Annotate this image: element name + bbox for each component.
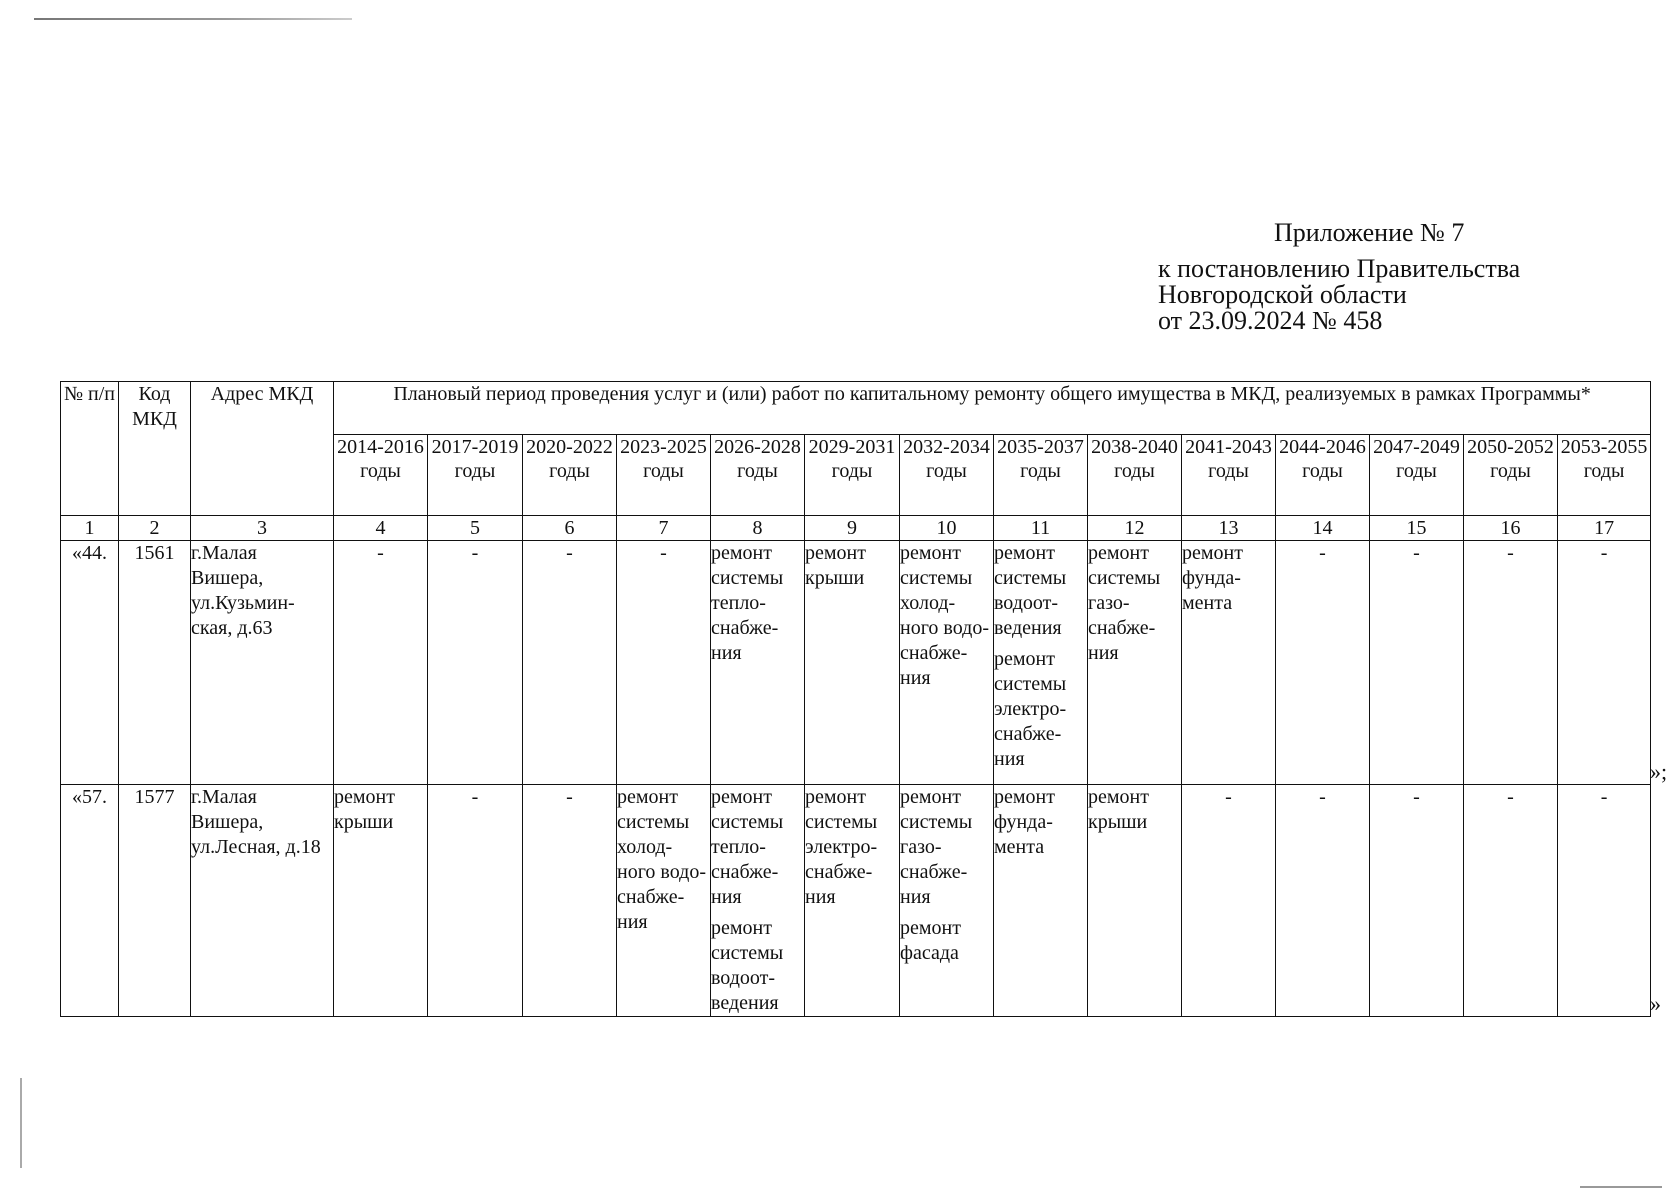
work-item: ремонт системы газо-снабже-ния xyxy=(900,786,973,908)
header-year-14: 2053-2055 годы xyxy=(1558,435,1651,516)
attachment-line-3: от 23.09.2024 № 458 xyxy=(1158,306,1383,335)
column-number-8: 8 xyxy=(711,516,805,541)
period-cell-7 xyxy=(617,785,711,1017)
no-work-dash: - xyxy=(660,542,667,564)
period-cell-16 xyxy=(1464,541,1558,785)
work-item: ремонт фасада xyxy=(900,917,961,964)
period-cell-8 xyxy=(711,541,805,785)
building-code: 1561 xyxy=(119,541,191,785)
repair-schedule-table xyxy=(60,381,1651,1017)
period-cell-14 xyxy=(1276,785,1370,1017)
period-cell-4 xyxy=(334,785,428,1017)
column-number-2: 2 xyxy=(119,516,191,541)
header-year-12: 2047-2049 годы xyxy=(1370,435,1464,516)
column-number-7: 7 xyxy=(617,516,711,541)
no-work-dash: - xyxy=(1600,542,1608,564)
table-row xyxy=(61,785,1651,1017)
header-year-9: 2038-2040 годы xyxy=(1088,435,1182,516)
period-cell-9 xyxy=(805,541,900,785)
no-work-dash: - xyxy=(1225,786,1232,808)
header-year-5: 2026-2028 годы xyxy=(711,435,805,516)
work-item: ремонт системы газо-снабже-ния xyxy=(1088,542,1161,664)
header-year-4: 2023-2025 годы xyxy=(617,435,711,516)
building-address: г.Малая Вишера, ул.Кузьмин-ская, д.63 xyxy=(191,541,334,785)
no-work-dash: - xyxy=(471,786,479,808)
no-work-dash: - xyxy=(566,786,573,808)
period-cell-15 xyxy=(1370,785,1464,1017)
period-cell-10 xyxy=(900,541,994,785)
header-year-11: 2044-2046 годы xyxy=(1276,435,1370,516)
column-number-16: 16 xyxy=(1464,516,1558,541)
header-rowno: № п/п xyxy=(61,382,119,516)
header-code: Код МКД xyxy=(119,382,191,516)
work-item: ремонт системы тепло-снабже-ния xyxy=(711,786,784,908)
attachment-header xyxy=(1158,220,1578,334)
period-cell-7 xyxy=(617,541,711,785)
no-work-dash: - xyxy=(471,542,479,564)
period-cell-9 xyxy=(805,785,900,1017)
header-year-7: 2032-2034 годы xyxy=(900,435,994,516)
work-item: ремонт системы холод-ного водо-снабже-ния xyxy=(617,786,706,933)
no-work-dash: - xyxy=(1600,786,1608,808)
scan-artifact-left xyxy=(20,1078,22,1168)
work-item: ремонт системы водоот-ведения xyxy=(711,917,784,1014)
period-cell-12 xyxy=(1088,541,1182,785)
work-item: ремонт фунда-мента xyxy=(1182,542,1243,614)
header-row-1 xyxy=(61,382,1651,435)
column-number-1: 1 xyxy=(61,516,119,541)
no-work-dash: - xyxy=(1319,542,1326,564)
work-item: ремонт крыши xyxy=(334,786,395,833)
closing-quote: »; xyxy=(1650,758,1668,784)
work-item: ремонт крыши xyxy=(805,542,866,589)
column-number-12: 12 xyxy=(1088,516,1182,541)
no-work-dash: - xyxy=(566,542,573,564)
column-number-14: 14 xyxy=(1276,516,1370,541)
header-year-10: 2041-2043 годы xyxy=(1182,435,1276,516)
column-number-3: 3 xyxy=(191,516,334,541)
no-work-dash: - xyxy=(377,542,384,564)
header-year-3: 2020-2022 годы xyxy=(523,435,617,516)
attachment-line-2: Новгородской области xyxy=(1158,280,1407,309)
attachment-title: Приложение № 7 xyxy=(1274,218,1465,247)
header-year-6: 2029-2031 годы xyxy=(805,435,900,516)
header-year-8: 2035-2037 годы xyxy=(994,435,1088,516)
building-address: г.Малая Вишера, ул.Лесная, д.18 xyxy=(191,785,334,1017)
period-cell-14 xyxy=(1276,541,1370,785)
period-cell-10 xyxy=(900,785,994,1017)
table-body xyxy=(61,541,1651,1017)
header-year-1: 2014-2016 годы xyxy=(334,435,428,516)
work-item: ремонт системы водоот-ведения xyxy=(994,542,1067,639)
period-cell-6 xyxy=(523,785,617,1017)
work-item: ремонт крыши xyxy=(1088,786,1149,833)
column-number-5: 5 xyxy=(428,516,523,541)
period-cell-15 xyxy=(1370,541,1464,785)
period-cell-13 xyxy=(1182,785,1276,1017)
column-number-10: 10 xyxy=(900,516,994,541)
column-number-11: 11 xyxy=(994,516,1088,541)
header-numbers-row xyxy=(61,516,1651,541)
column-number-17: 17 xyxy=(1558,516,1651,541)
work-item: ремонт системы электро-снабже-ния xyxy=(994,648,1067,770)
header-period: Плановый период проведения услуг и (или) работ по капитальному ремонту общего имущества в МКД, реализуемых в рамках Программы* xyxy=(334,382,1651,435)
attachment-line-1: к постановлению Правительства xyxy=(1158,254,1521,283)
no-work-dash: - xyxy=(1507,786,1514,808)
building-code: 1577 xyxy=(119,785,191,1017)
period-cell-11 xyxy=(994,785,1088,1017)
column-number-4: 4 xyxy=(334,516,428,541)
header-year-13: 2050-2052 годы xyxy=(1464,435,1558,516)
period-cell-5 xyxy=(428,541,523,785)
closing-quote: » xyxy=(1650,990,1661,1016)
column-number-15: 15 xyxy=(1370,516,1464,541)
column-number-9: 9 xyxy=(805,516,900,541)
row-number: «57. xyxy=(61,785,119,1017)
row-number: «44. xyxy=(61,541,119,785)
period-cell-16 xyxy=(1464,785,1558,1017)
column-number-13: 13 xyxy=(1182,516,1276,541)
work-item: ремонт системы холод-ного водо-снабже-ния xyxy=(900,542,989,689)
table-row xyxy=(61,541,1651,785)
work-item: ремонт фунда-мента xyxy=(994,786,1055,858)
header-address: Адрес МКД xyxy=(191,382,334,516)
no-work-dash: - xyxy=(1413,786,1420,808)
scan-artifact-top xyxy=(34,18,352,20)
no-work-dash: - xyxy=(1507,542,1514,564)
no-work-dash: - xyxy=(1413,542,1420,564)
period-cell-11 xyxy=(994,541,1088,785)
period-cell-5 xyxy=(428,785,523,1017)
work-item: ремонт системы электро-снабже-ния xyxy=(805,786,878,908)
work-item: ремонт системы тепло-снабже-ния xyxy=(711,542,784,664)
period-cell-6 xyxy=(523,541,617,785)
scan-artifact-bottom xyxy=(1580,1186,1662,1188)
period-cell-13 xyxy=(1182,541,1276,785)
period-cell-17 xyxy=(1558,541,1651,785)
no-work-dash: - xyxy=(1319,786,1326,808)
period-cell-12 xyxy=(1088,785,1182,1017)
column-number-6: 6 xyxy=(523,516,617,541)
header-year-2: 2017-2019 годы xyxy=(428,435,523,516)
period-cell-17 xyxy=(1558,785,1651,1017)
period-cell-4 xyxy=(334,541,428,785)
period-cell-8 xyxy=(711,785,805,1017)
